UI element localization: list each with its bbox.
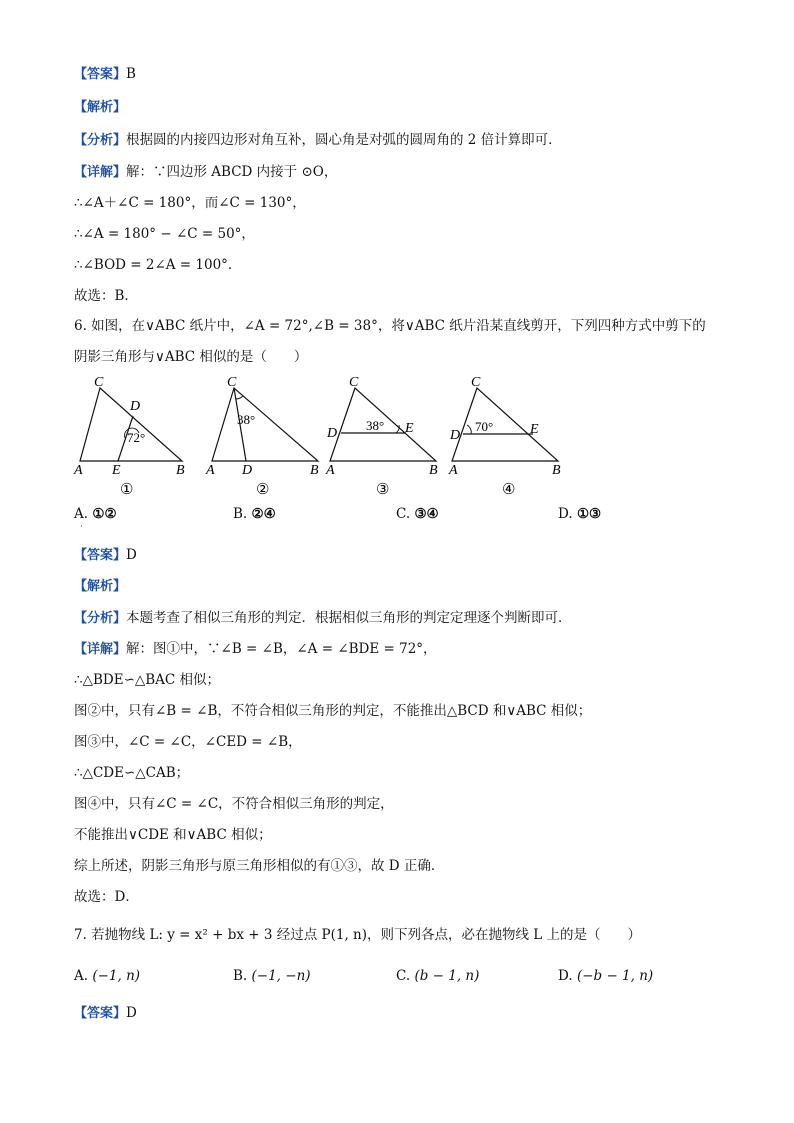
q6-answer: D (126, 547, 137, 563)
fig2-label-a: A (206, 463, 215, 478)
answer-label: 【答案】 (74, 1006, 127, 1021)
fig3-label-c: C (349, 375, 359, 390)
q5-analysis-heading (74, 97, 126, 118)
q6-option-a (74, 504, 117, 524)
analysis-label: 【解析】 (74, 579, 127, 594)
fig4-angle: 70° (475, 419, 494, 434)
fig1-number: ① (120, 482, 134, 498)
q6-choose: 故选：D． (74, 889, 139, 905)
q7-option-b-letter: B. (233, 968, 248, 984)
xiangjie-label: 【详解】 (74, 165, 127, 180)
q6-option-d-letter: D. (558, 506, 573, 522)
figure-2 (200, 372, 325, 500)
fig4-label-a: A (449, 463, 458, 478)
q7-option-a (74, 966, 140, 986)
fig1-label-e: E (112, 463, 121, 478)
fig1-label-a: A (74, 463, 83, 478)
q5-detail-line-1 (74, 162, 337, 183)
q7-answer-line (74, 1003, 137, 1024)
q5-detail-line-3: ∴∠A = 180° − ∠C = 50°， (74, 226, 255, 242)
fig3-label-b: B (429, 463, 438, 478)
q5-choose: 故选：B． (74, 288, 138, 304)
q5-answer: B (126, 66, 136, 82)
fig3-angle: 38° (366, 418, 385, 433)
fig3-number: ③ (376, 482, 390, 498)
q6-option-b-letter: B. (233, 506, 248, 522)
q6-fenxi: 本题考查了相似三角形的判定．根据相似三角形的判定定理逐个判断即可． (126, 610, 572, 626)
answer-label: 【答案】 (74, 67, 127, 82)
q6-detail-line-6: 图④中，只有∠C = ∠C，不符合相似三角形的判定， (74, 796, 394, 812)
q6-option-c-letter: C. (396, 506, 411, 522)
q6-fenxi-line (74, 608, 572, 629)
q6-detail-line-3: 图②中，只有∠B = ∠B，不符合相似三角形的判定，不能推出△BCD 和∨ABC 相似； (74, 703, 592, 719)
q6-detail-line-1 (74, 639, 437, 660)
fig1-angle: 72° (127, 430, 146, 445)
fig1-label-b: B (176, 463, 185, 478)
q6-option-c-text: ③④ (414, 506, 439, 522)
q6-option-a-text: ①② (92, 506, 117, 522)
figure-3 (322, 372, 447, 500)
xiangjie-label: 【详解】 (74, 642, 127, 657)
fig4-label-b: B (552, 463, 561, 478)
q7-option-c (396, 966, 479, 986)
fig3-label-d: D (327, 426, 338, 441)
fig2-label-c: C (227, 375, 237, 390)
q7-option-c-letter: C. (396, 968, 411, 984)
q7-option-c-text: (b − 1, n) (414, 968, 480, 984)
q6-detail-line-5: ∴△CDE∽△CAB； (74, 765, 190, 781)
answer-label: 【答案】 (74, 548, 127, 563)
fenxi-label: 【分析】 (74, 611, 127, 626)
fig2-label-b: B (310, 463, 319, 478)
q6-option-b (233, 504, 276, 524)
q5-detail-1: 解：∵四边形 ABCD 内接于 ⊙O， (126, 164, 338, 180)
q5-detail-line-2: ∴∠A＋∠C = 180°，而∠C = 130°， (74, 195, 306, 211)
fig1-label-d: D (130, 399, 141, 414)
stray-dot: · (80, 522, 83, 532)
q5-fenxi: 根据圆的内接四边形对角互补，圆心角是对弧的圆周角的 2 倍计算即可． (126, 132, 562, 148)
fig3-label-a: A (326, 463, 335, 478)
q6-detail-line-8: 综上所述，阴影三角形与原三角形相似的有①③，故 D 正确． (74, 858, 445, 874)
q7-option-d-text: (−b − 1, n) (576, 968, 654, 984)
q6-stem-2: 阴影三角形与∨ABC 相似的是（ ） (74, 349, 308, 365)
q7-option-d (558, 966, 653, 986)
q6-detail-1: 解：图①中，∵∠B = ∠B，∠A = ∠BDE = 72°， (126, 641, 437, 657)
q7-option-d-letter: D. (558, 968, 573, 984)
figure-4 (444, 372, 569, 500)
fenxi-label: 【分析】 (74, 133, 127, 148)
q7-option-b (233, 966, 311, 986)
q6-option-d (558, 504, 601, 524)
q7-answer: D (126, 1005, 137, 1021)
q7-option-a-text: (−1, n) (92, 968, 141, 984)
q6-stem-1: 6. 如图，在∨ABC 纸片中，∠A = 72°,∠B = 38°，将∨ABC 纸片沿某直线剪开，下列四种方式中剪下的 (74, 318, 706, 334)
fig2-label-d: D (242, 463, 253, 478)
q6-detail-line-2: ∴△BDE∽△BAC 相似； (74, 672, 221, 688)
analysis-label: 【解析】 (74, 100, 127, 115)
fig4-label-d: D (450, 428, 461, 443)
q5-answer-line (74, 64, 136, 85)
fig4-label-c: C (471, 375, 481, 390)
q5-detail-line-4: ∴∠BOD = 2∠A = 100°． (74, 257, 242, 273)
q5-fenxi-line (74, 130, 562, 151)
q6-option-d-text: ①③ (576, 506, 602, 522)
q6-analysis-heading (74, 576, 126, 597)
q6-detail-line-7: 不能推出∨CDE 和∨ABC 相似； (74, 827, 272, 843)
fig1-label-c: C (94, 375, 104, 390)
q6-answer-line (74, 545, 137, 566)
q6-detail-line-4: 图③中，∠C = ∠C，∠CED = ∠B， (74, 734, 302, 750)
fig4-number: ④ (502, 482, 516, 498)
q7-stem: 7. 若抛物线 L: y = x² + bx + 3 经过点 P(1, n)，则下列各点，必在抛物线 L 上的是（ ） (74, 927, 642, 943)
fig2-number: ② (256, 482, 270, 498)
q6-option-b-text: ②④ (251, 506, 276, 522)
q6-option-a-letter: A. (74, 506, 89, 522)
fig3-label-e: E (405, 421, 414, 436)
q6-option-c (396, 504, 439, 524)
fig4-label-e: E (530, 422, 539, 437)
q7-option-b-text: (−1, −n) (251, 968, 311, 984)
fig2-angle: 38° (237, 412, 256, 427)
q7-option-a-letter: A. (74, 968, 89, 984)
figure-1 (70, 372, 195, 500)
